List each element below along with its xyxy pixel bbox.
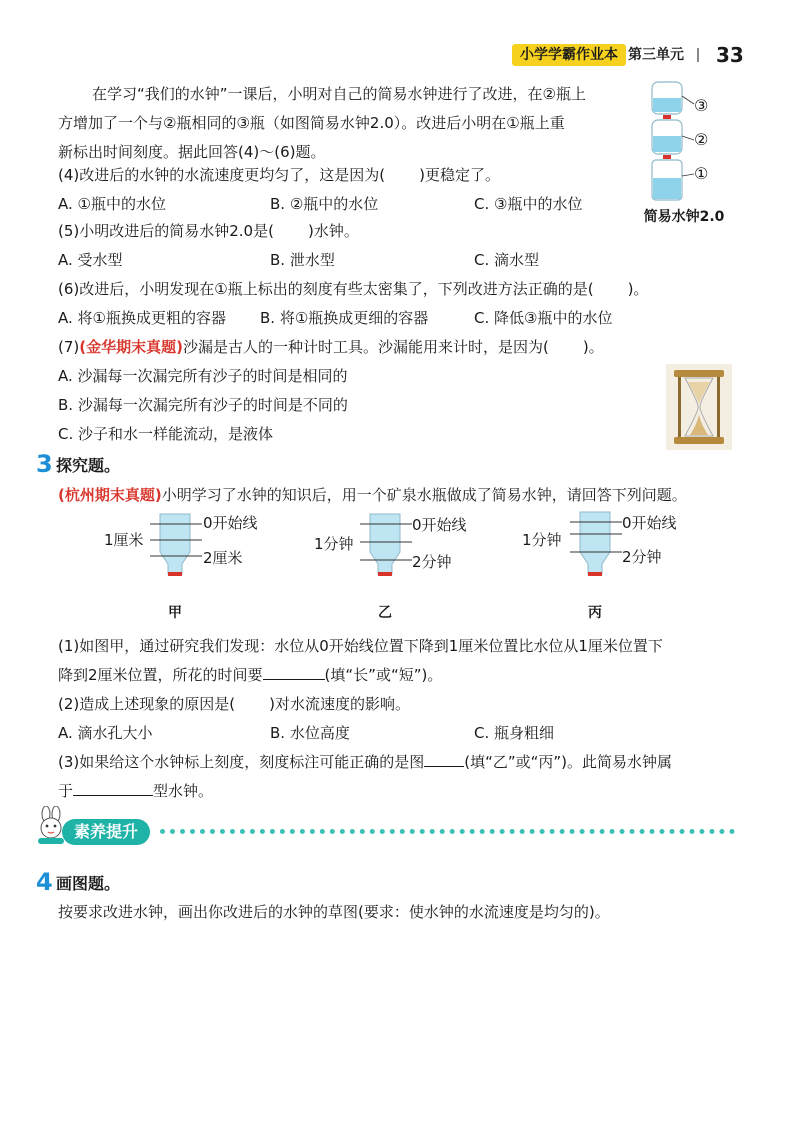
exam-source-tag: (金华期末真题) xyxy=(79,338,183,356)
q6-stem: (6)改进后，小明发现在①瓶上标出的刻度有些太密集了，下列改进方法正确的是( )。 xyxy=(58,280,649,298)
s3-q1-line1: (1)如图甲，通过研究我们发现：水位从0开始线位置下降到1厘米位置比水位从1厘米位置下 xyxy=(58,637,663,655)
label-bottle-3: ③ xyxy=(694,96,709,115)
section-3-intro: (杭州期末真题)小明学习了水钟的知识后，用一个矿泉水瓶做成了简易水钟，请回答下列问题。 xyxy=(58,486,687,504)
drip-hole-2 xyxy=(663,155,671,159)
q4-option-b[interactable]: B. ②瓶中的水位 xyxy=(270,195,379,213)
jia-top-label: 0开始线 xyxy=(203,514,258,532)
intro-line-2: 方增加了一个与②瓶相同的③瓶（如图简易水钟2.0）。改进后小明在①瓶上重 xyxy=(58,114,565,132)
s3-q2-stem: (2)造成上述现象的原因是( )对水流速度的影响。 xyxy=(58,695,410,713)
unit-label: 第三单元 xyxy=(628,47,684,63)
s3-q2-option-c[interactable]: C. 瓶身粗细 xyxy=(474,724,555,742)
q6-option-b[interactable]: B. 将①瓶换成更细的容器 xyxy=(260,309,429,327)
exam-source-tag: (杭州期末真题) xyxy=(58,486,162,504)
page-number: 33 xyxy=(716,43,744,67)
q7-stem: (7)(金华期末真题)沙漏是古人的一种计时工具。沙漏能用来计时，是因为( )。 xyxy=(58,338,604,356)
yi-left-label: 1分钟 xyxy=(314,535,354,553)
banner-dotted-line xyxy=(160,829,735,834)
label-bottle-1: ① xyxy=(694,164,709,183)
s3-q2-option-b[interactable]: B. 水位高度 xyxy=(270,724,350,742)
section-4-title: 画图题。 xyxy=(56,874,121,893)
bing-right-label: 2分钟 xyxy=(622,548,662,566)
header-divider xyxy=(697,48,699,62)
intro-line-3: 新标出时间刻度。据此回答(4)～(6)题。 xyxy=(58,143,326,161)
hourglass-image xyxy=(666,364,732,450)
answer-blank[interactable] xyxy=(263,665,325,680)
section-3-title: 探究题。 xyxy=(56,456,121,475)
q5-stem: (5)小明改进后的简易水钟2.0是( )水钟。 xyxy=(58,222,359,240)
figure-caption-clock: 简易水钟2.0 xyxy=(643,209,725,225)
q7-option-b[interactable]: B. 沙漏每一次漏完所有沙子的时间是不同的 xyxy=(58,396,348,414)
q5-option-c[interactable]: C. 滴水型 xyxy=(474,251,540,269)
water-clock-2-figure xyxy=(640,78,728,204)
q4-option-c[interactable]: C. ③瓶中的水位 xyxy=(474,195,583,213)
s3-q1-line2: 降到2厘米位置，所花的时间要 (填“长”或“短”)。 xyxy=(58,666,443,684)
jia-caption: 甲 xyxy=(168,605,182,621)
drip-hole-3 xyxy=(663,115,671,119)
q6-option-c[interactable]: C. 降低③瓶中的水位 xyxy=(474,309,613,327)
jia-left-label: 1厘米 xyxy=(104,531,144,549)
section-4-number: 4 xyxy=(36,868,53,896)
label-bottle-2: ② xyxy=(694,130,709,149)
bottle-2-water xyxy=(653,136,681,152)
q6-option-a[interactable]: A. 将①瓶换成更粗的容器 xyxy=(58,309,226,327)
q5-option-b[interactable]: B. 泄水型 xyxy=(270,251,335,269)
answer-blank[interactable] xyxy=(73,781,153,796)
bing-left-label: 1分钟 xyxy=(522,531,562,549)
intro-line-1: 在学习“我们的水钟”一课后，小明对自己的简易水钟进行了改进，在②瓶上 xyxy=(92,85,586,103)
bottle-1-water xyxy=(653,178,681,199)
s3-q3-line1: (3)如果给这个水钟标上刻度，刻度标注可能正确的是图 (填“乙”或“丙”)。此简易水钟属 xyxy=(58,753,673,771)
literacy-banner-label: 素养提升 xyxy=(62,819,150,845)
s3-q2-option-a[interactable]: A. 滴水孔大小 xyxy=(58,724,153,742)
book-title-badge: 小学学霸作业本 xyxy=(512,44,626,66)
jia-right-label: 2厘米 xyxy=(203,549,243,567)
q5-option-a[interactable]: A. 受水型 xyxy=(58,251,123,269)
s3-q3-line2: 于 型水钟。 xyxy=(58,782,214,800)
bing-top-label: 0开始线 xyxy=(622,514,677,532)
yi-caption: 乙 xyxy=(378,605,392,621)
q7-option-c[interactable]: C. 沙子和水一样能流动，是液体 xyxy=(58,425,274,443)
answer-blank[interactable] xyxy=(424,752,464,767)
bottle-3-water xyxy=(653,98,681,112)
q4-stem: (4)改进后的水钟的水流速度更均匀了，这是因为( )更稳定了。 xyxy=(58,166,500,184)
q4-option-a[interactable]: A. ①瓶中的水位 xyxy=(58,195,166,213)
section-3-number: 3 xyxy=(36,450,53,478)
section-4-text: 按要求改进水钟，画出你改进后的水钟的草图(要求：使水钟的水流速度是均匀的)。 xyxy=(58,903,610,921)
yi-right-label: 2分钟 xyxy=(412,553,452,571)
yi-top-label: 0开始线 xyxy=(412,516,467,534)
q7-option-a[interactable]: A. 沙漏每一次漏完所有沙子的时间是相同的 xyxy=(58,367,348,385)
bing-caption: 丙 xyxy=(588,605,602,621)
